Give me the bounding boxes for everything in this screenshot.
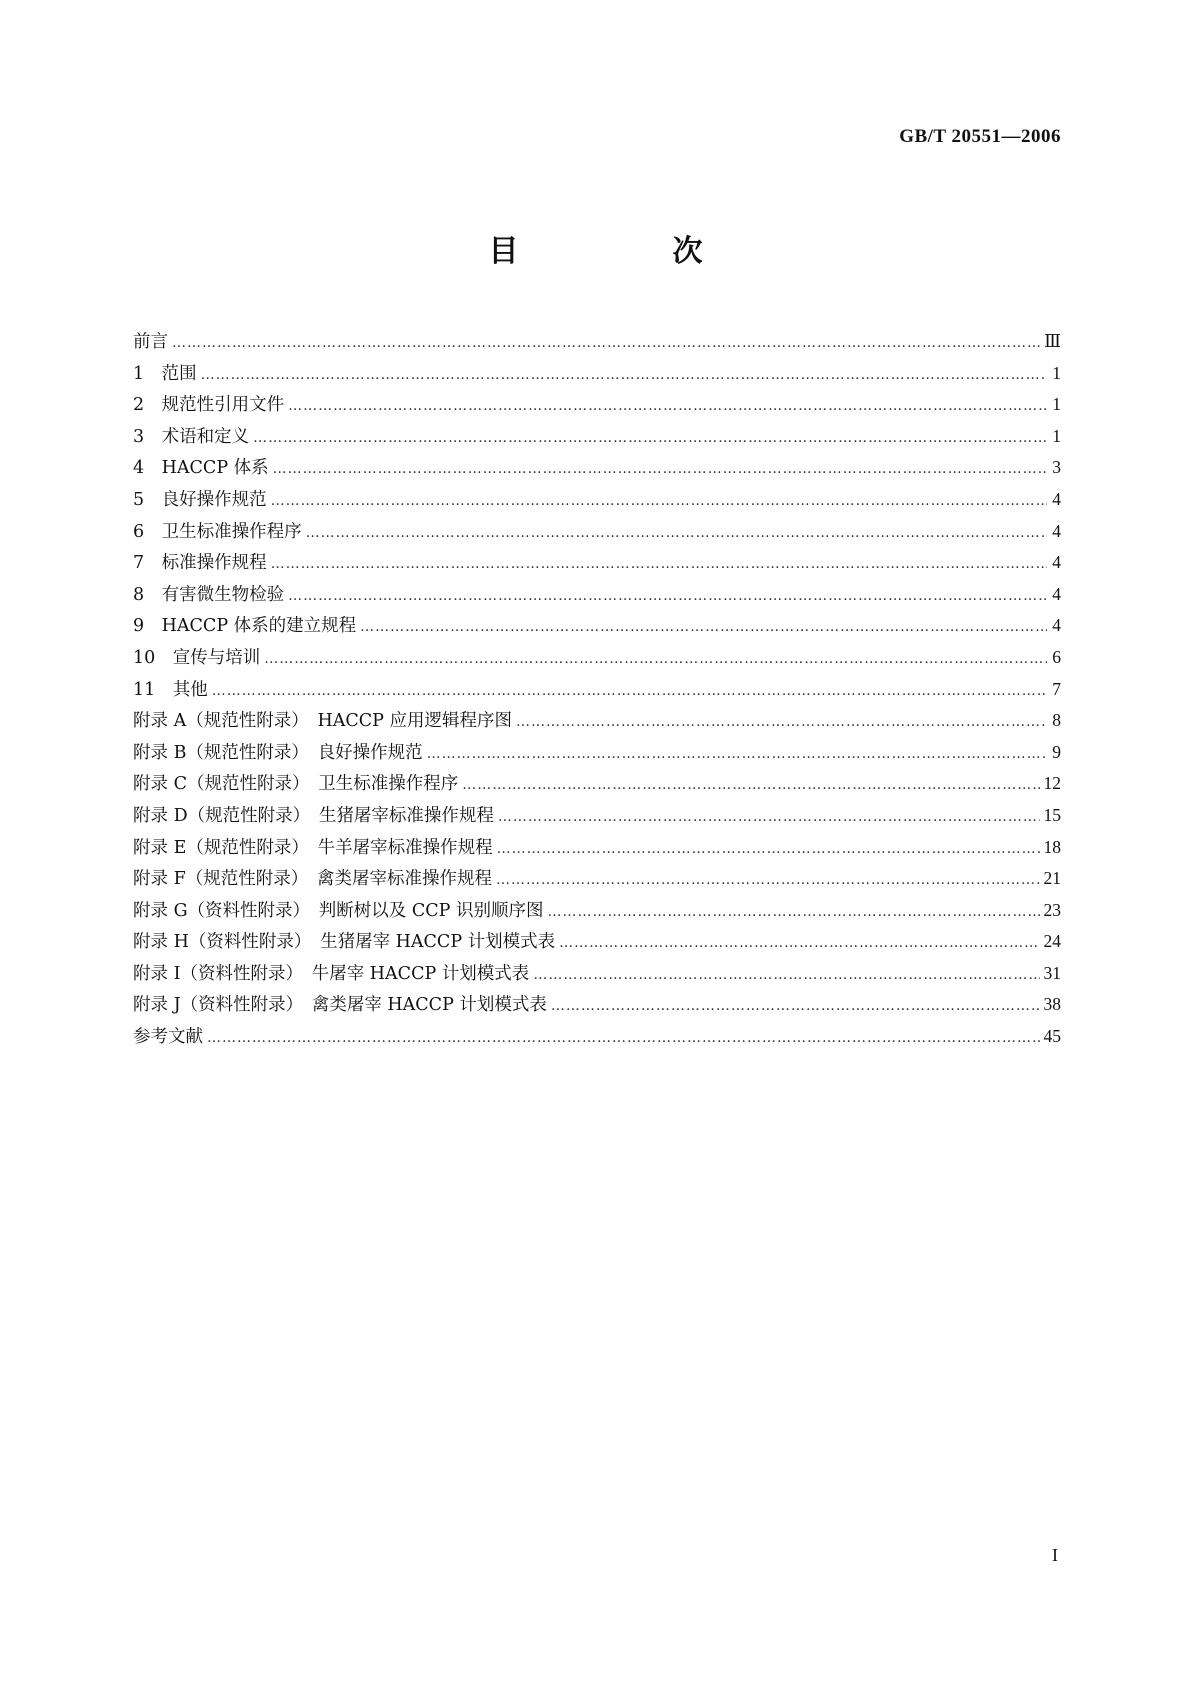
toc-entry-appendix-f[interactable] [133, 863, 1061, 895]
toc-dot-leader [271, 486, 1047, 518]
toc-entry-page: 12 [1043, 773, 1061, 794]
toc-entry-4[interactable] [133, 452, 1061, 484]
toc-entry-page: 4 [1052, 488, 1061, 509]
toc-entry-label: 附录 B（规范性附录） 良好操作规范 [133, 742, 423, 763]
toc-entry-9[interactable] [133, 610, 1061, 642]
toc-entry-foreword[interactable] [133, 326, 1061, 358]
toc-dot-leader [498, 802, 1040, 834]
toc-entry-label: 参考文献 [133, 1027, 203, 1048]
toc-entry-label: 附录 E（规范性附录） 牛羊屠宰标准操作规程 [133, 837, 493, 858]
toc-entry-5[interactable] [133, 484, 1061, 516]
toc-entry-label: 前言 [133, 332, 168, 352]
toc-entry-page: 18 [1043, 836, 1061, 857]
toc-entry-label: 附录 G（资料性附录） 判断树以及 CCP 识别顺序图 [133, 900, 544, 921]
toc-entry-page: 9 [1052, 741, 1061, 762]
toc-entry-appendix-j[interactable] [133, 989, 1061, 1021]
toc-dot-leader [547, 897, 1039, 929]
toc-entry-page: 4 [1052, 552, 1061, 573]
toc-dot-leader [273, 454, 1047, 486]
toc-entry-appendix-d[interactable] [133, 800, 1061, 832]
toc-entry-10[interactable] [133, 642, 1061, 674]
toc-entry-label: 10 宣传与培训 [133, 647, 261, 668]
toc-entry-page: 4 [1052, 615, 1061, 636]
toc-entry-label: 2 规范性引用文件 [133, 395, 285, 416]
toc-entry-appendix-c[interactable] [133, 768, 1061, 800]
toc-dot-leader [551, 991, 1040, 1023]
toc-entry-page: 23 [1043, 899, 1061, 920]
toc-entry-appendix-h[interactable] [133, 926, 1061, 958]
toc-entry-page: 31 [1043, 962, 1061, 983]
toc-dot-leader [288, 581, 1047, 613]
toc-entry-7[interactable] [133, 547, 1061, 579]
toc-entry-label: 附录 C（规范性附录） 卫生标准操作程序 [133, 774, 459, 795]
toc-entry-page: 1 [1052, 394, 1061, 415]
toc-dot-leader [462, 770, 1039, 802]
toc-entry-2[interactable] [133, 389, 1061, 421]
toc-entry-label: 附录 F（规范性附录） 禽类屠宰标准操作规程 [133, 869, 492, 890]
toc-dot-leader [212, 676, 1047, 708]
toc-dot-leader [533, 960, 1039, 992]
toc-entry-page: 7 [1052, 678, 1061, 699]
toc-dot-leader [497, 834, 1040, 866]
toc-entry-label: 附录 I（资料性附录） 牛屠宰 HACCP 计划模式表 [133, 963, 530, 984]
toc-dot-leader [360, 612, 1047, 644]
toc-dot-leader [253, 423, 1047, 455]
toc-dot-leader [559, 928, 1039, 960]
toc-entry-label: 9 HACCP 体系的建立规程 [133, 616, 357, 637]
toc-entry-appendix-b[interactable] [133, 737, 1061, 769]
table-of-contents [133, 326, 1061, 1053]
toc-entry-page: 1 [1052, 362, 1061, 383]
toc-entry-label: 7 标准操作规程 [133, 553, 267, 574]
toc-entry-label: 11 其他 [133, 679, 208, 700]
toc-dot-leader [288, 391, 1047, 423]
toc-entry-page: 4 [1052, 583, 1061, 604]
toc-entry-1[interactable] [133, 358, 1061, 390]
toc-entry-label: 4 HACCP 体系 [133, 458, 269, 479]
toc-entry-page: 21 [1043, 868, 1061, 889]
toc-dot-leader [201, 360, 1047, 392]
toc-entry-appendix-g[interactable] [133, 895, 1061, 927]
toc-dot-leader [271, 549, 1047, 581]
toc-entry-page: 4 [1052, 520, 1061, 541]
page-number: I [1052, 1545, 1058, 1565]
toc-entry-page: 3 [1052, 457, 1061, 478]
toc-entry-label: 1 范围 [133, 363, 197, 384]
toc-entry-label: 附录 H（资料性附录） 生猪屠宰 HACCP 计划模式表 [133, 932, 556, 953]
toc-dot-leader [427, 739, 1047, 771]
toc-dot-leader [306, 518, 1047, 550]
toc-entry-page: 38 [1043, 994, 1061, 1015]
toc-entry-page: 8 [1052, 710, 1061, 731]
standard-number: GB/T 20551—2006 [899, 126, 1061, 147]
toc-entry-page: 24 [1043, 931, 1061, 952]
toc-dot-leader [207, 1023, 1040, 1055]
toc-entry-references[interactable] [133, 1021, 1061, 1053]
toc-entry-appendix-a[interactable] [133, 705, 1061, 737]
toc-dot-leader [496, 865, 1040, 897]
toc-entry-appendix-e[interactable] [133, 832, 1061, 864]
toc-entry-appendix-i[interactable] [133, 958, 1061, 990]
toc-entry-label: 3 术语和定义 [133, 426, 250, 447]
toc-entry-11[interactable] [133, 674, 1061, 706]
toc-entry-label: 附录 J（资料性附录） 禽类屠宰 HACCP 计划模式表 [133, 995, 547, 1016]
toc-entry-3[interactable] [133, 421, 1061, 453]
toc-entry-label: 8 有害微生物检验 [133, 584, 285, 605]
toc-entry-page: 15 [1043, 804, 1061, 825]
toc-entry-label: 6 卫生标准操作程序 [133, 521, 302, 542]
toc-entry-page: 6 [1052, 646, 1061, 667]
toc-dot-leader [516, 707, 1047, 739]
toc-dot-leader [264, 644, 1047, 676]
toc-entry-label: 附录 A（规范性附录） HACCP 应用逻辑程序图 [133, 711, 512, 732]
page-title: 目 次 [488, 234, 765, 269]
toc-entry-page: 1 [1052, 425, 1061, 446]
toc-entry-label: 5 良好操作规范 [133, 489, 267, 510]
toc-entry-8[interactable] [133, 579, 1061, 611]
toc-entry-page: 45 [1043, 1026, 1061, 1047]
toc-dot-leader [172, 328, 1040, 360]
toc-entry-6[interactable] [133, 516, 1061, 548]
toc-entry-page: Ⅲ [1044, 331, 1061, 351]
toc-entry-label: 附录 D（规范性附录） 生猪屠宰标准操作规程 [133, 805, 494, 826]
